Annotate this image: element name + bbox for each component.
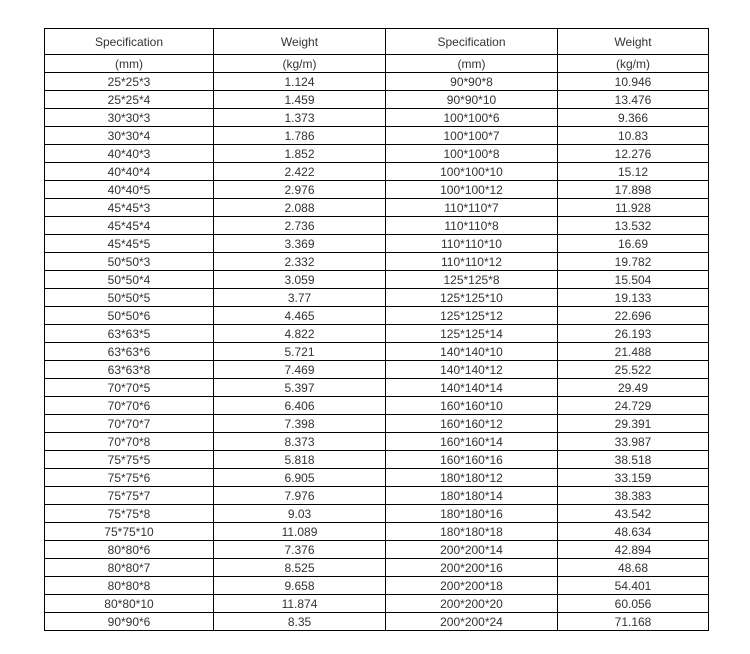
column-header-weight-right: Weight: [558, 29, 709, 55]
table-row: [45, 577, 709, 595]
table-cell: 48.634: [558, 523, 709, 541]
table-cell: 70*70*8: [45, 433, 214, 451]
table-row: [45, 613, 709, 631]
table-cell: 22.696: [558, 307, 709, 325]
table-row: [45, 307, 709, 325]
table-cell: 80*80*10: [45, 595, 214, 613]
table-cell: 13.476: [558, 91, 709, 109]
table-cell: 26.193: [558, 325, 709, 343]
table-cell: 4.465: [214, 307, 386, 325]
table-cell: 21.488: [558, 343, 709, 361]
table-row: [45, 397, 709, 415]
table-cell: 38.518: [558, 451, 709, 469]
table-cell: 45*45*5: [45, 235, 214, 253]
table-row: [45, 163, 709, 181]
table-cell: 45*45*4: [45, 217, 214, 235]
table-cell: 11.874: [214, 595, 386, 613]
table-cell: 140*140*10: [386, 343, 558, 361]
table-cell: 70*70*6: [45, 397, 214, 415]
table-cell: 42.894: [558, 541, 709, 559]
table-cell: 15.12: [558, 163, 709, 181]
table-cell: 110*110*10: [386, 235, 558, 253]
table-cell: 200*200*18: [386, 577, 558, 595]
table-cell: 19.133: [558, 289, 709, 307]
table-cell: 30*30*4: [45, 127, 214, 145]
spec-weight-table: [44, 28, 709, 631]
table-cell: 3.77: [214, 289, 386, 307]
table-cell: 40*40*3: [45, 145, 214, 163]
table-cell: 60.056: [558, 595, 709, 613]
table-cell: 9.658: [214, 577, 386, 595]
table-cell: 9.03: [214, 505, 386, 523]
table-cell: 13.532: [558, 217, 709, 235]
table-row: [45, 199, 709, 217]
table-cell: 11.089: [214, 523, 386, 541]
table-cell: 1.373: [214, 109, 386, 127]
table-cell: 12.276: [558, 145, 709, 163]
table-cell: 8.373: [214, 433, 386, 451]
table-cell: 1.459: [214, 91, 386, 109]
table-cell: 40*40*5: [45, 181, 214, 199]
table-cell: 160*160*16: [386, 451, 558, 469]
table-cell: 180*180*18: [386, 523, 558, 541]
table-cell: 100*100*8: [386, 145, 558, 163]
table-cell: 125*125*14: [386, 325, 558, 343]
table-cell: 24.729: [558, 397, 709, 415]
table-cell: 2.088: [214, 199, 386, 217]
table-cell: 29.391: [558, 415, 709, 433]
table-cell: 50*50*5: [45, 289, 214, 307]
table-cell: 33.159: [558, 469, 709, 487]
column-header-weight-left: Weight: [214, 29, 386, 55]
table-cell: 2.976: [214, 181, 386, 199]
table-row: [45, 235, 709, 253]
table-cell: 125*125*10: [386, 289, 558, 307]
table-cell: 25*25*3: [45, 73, 214, 91]
column-header-specification-left: Specification: [45, 29, 214, 55]
table-row: [45, 127, 709, 145]
table-cell: 5.818: [214, 451, 386, 469]
table-cell: 10.83: [558, 127, 709, 145]
table-cell: 3.369: [214, 235, 386, 253]
table-cell: 43.542: [558, 505, 709, 523]
table-cell: 63*63*8: [45, 361, 214, 379]
table-cell: 16.69: [558, 235, 709, 253]
table-cell: 7.398: [214, 415, 386, 433]
table-cell: 5.721: [214, 343, 386, 361]
table-cell: 160*160*14: [386, 433, 558, 451]
table-cell: 63*63*6: [45, 343, 214, 361]
table-cell: 8.525: [214, 559, 386, 577]
table-cell: 1.124: [214, 73, 386, 91]
table-cell: 2.332: [214, 253, 386, 271]
table-cell: 90*90*8: [386, 73, 558, 91]
table-cell: 11.928: [558, 199, 709, 217]
table-cell: 50*50*6: [45, 307, 214, 325]
table-cell: 200*200*20: [386, 595, 558, 613]
table-cell: 2.736: [214, 217, 386, 235]
table-cell: 90*90*6: [45, 613, 214, 631]
table-cell: 19.782: [558, 253, 709, 271]
table-row: [45, 505, 709, 523]
table-cell: 6.406: [214, 397, 386, 415]
table-cell: 1.852: [214, 145, 386, 163]
table-cell: 45*45*3: [45, 199, 214, 217]
table-cell: 25*25*4: [45, 91, 214, 109]
table-row: [45, 145, 709, 163]
table-cell: 1.786: [214, 127, 386, 145]
table-row: [45, 217, 709, 235]
table-cell: 7.376: [214, 541, 386, 559]
table-cell: 160*160*10: [386, 397, 558, 415]
table-cell: 180*180*16: [386, 505, 558, 523]
table-cell: 180*180*14: [386, 487, 558, 505]
table-cell: 160*160*12: [386, 415, 558, 433]
table-cell: 30*30*3: [45, 109, 214, 127]
table-cell: 75*75*6: [45, 469, 214, 487]
table-cell: 100*100*12: [386, 181, 558, 199]
table-cell: 110*110*12: [386, 253, 558, 271]
table-cell: 140*140*12: [386, 361, 558, 379]
table-cell: 80*80*8: [45, 577, 214, 595]
table-cell: 200*200*16: [386, 559, 558, 577]
column-unit-weight-right: (kg/m): [558, 55, 709, 73]
table-row: [45, 253, 709, 271]
table-row: [45, 361, 709, 379]
table-cell: 140*140*14: [386, 379, 558, 397]
table-cell: 4.822: [214, 325, 386, 343]
table-cell: 125*125*8: [386, 271, 558, 289]
table-cell: 29.49: [558, 379, 709, 397]
table-cell: 75*75*7: [45, 487, 214, 505]
table-row: [45, 595, 709, 613]
table-row: [45, 523, 709, 541]
table-cell: 38.383: [558, 487, 709, 505]
table-cell: 17.898: [558, 181, 709, 199]
table-cell: 75*75*8: [45, 505, 214, 523]
table-row: [45, 109, 709, 127]
table-row: [45, 541, 709, 559]
table-row: [45, 181, 709, 199]
column-unit-specification-left: (mm): [45, 55, 214, 73]
table-row: [45, 451, 709, 469]
table-cell: 2.422: [214, 163, 386, 181]
table-cell: 180*180*12: [386, 469, 558, 487]
table-cell: 50*50*4: [45, 271, 214, 289]
table-row: [45, 415, 709, 433]
table-cell: 54.401: [558, 577, 709, 595]
table-cell: 9.366: [558, 109, 709, 127]
table-cell: 90*90*10: [386, 91, 558, 109]
table-cell: 10.946: [558, 73, 709, 91]
table-cell: 200*200*14: [386, 541, 558, 559]
table-cell: 25.522: [558, 361, 709, 379]
table-cell: 7.976: [214, 487, 386, 505]
table-row: [45, 271, 709, 289]
table-cell: 110*110*8: [386, 217, 558, 235]
table-row: [45, 469, 709, 487]
table-cell: 5.397: [214, 379, 386, 397]
table-cell: 75*75*10: [45, 523, 214, 541]
table-cell: 3.059: [214, 271, 386, 289]
table-row: [45, 343, 709, 361]
table-head: [45, 29, 709, 73]
table-cell: 7.469: [214, 361, 386, 379]
table-row: [45, 289, 709, 307]
table-row: [45, 91, 709, 109]
table-row: [45, 559, 709, 577]
table-cell: 75*75*5: [45, 451, 214, 469]
table-cell: 8.35: [214, 613, 386, 631]
table-cell: 80*80*6: [45, 541, 214, 559]
table-row: [45, 73, 709, 91]
table-row: [45, 433, 709, 451]
table-cell: 70*70*5: [45, 379, 214, 397]
table-cell: 63*63*5: [45, 325, 214, 343]
column-unit-weight-left: (kg/m): [214, 55, 386, 73]
table-cell: 6.905: [214, 469, 386, 487]
table-cell: 33.987: [558, 433, 709, 451]
table-row: [45, 487, 709, 505]
table-cell: 100*100*7: [386, 127, 558, 145]
table-cell: 48.68: [558, 559, 709, 577]
table-cell: 50*50*3: [45, 253, 214, 271]
column-unit-specification-right: (mm): [386, 55, 558, 73]
table-body: [45, 73, 709, 631]
table-cell: 15.504: [558, 271, 709, 289]
table-cell: 80*80*7: [45, 559, 214, 577]
table-header-row: [45, 29, 709, 55]
table-cell: 100*100*6: [386, 109, 558, 127]
table-cell: 200*200*24: [386, 613, 558, 631]
table-row: [45, 379, 709, 397]
table-cell: 40*40*4: [45, 163, 214, 181]
table-cell: 125*125*12: [386, 307, 558, 325]
table-cell: 70*70*7: [45, 415, 214, 433]
table-row: [45, 325, 709, 343]
column-header-specification-right: Specification: [386, 29, 558, 55]
table-unit-row: [45, 55, 709, 73]
table-cell: 100*100*10: [386, 163, 558, 181]
table-cell: 71.168: [558, 613, 709, 631]
table-cell: 110*110*7: [386, 199, 558, 217]
